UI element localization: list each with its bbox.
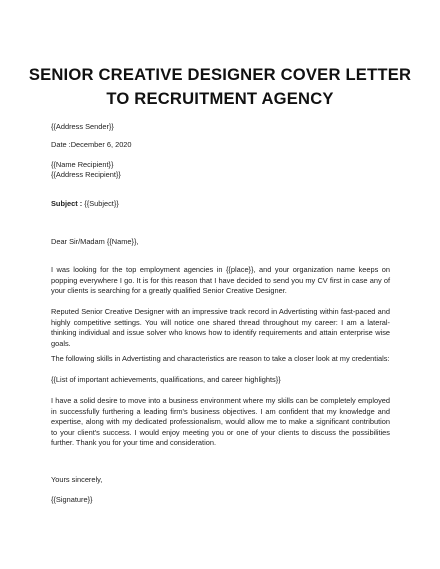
- subject-value: {{Subject}}: [82, 199, 119, 208]
- subject-label: Subject :: [51, 199, 83, 208]
- salutation: Dear Sir/Madam {{Name}},: [51, 237, 139, 246]
- closing: Yours sincerely,: [51, 475, 103, 484]
- letter-title-line-1: SENIOR CREATIVE DESIGNER COVER LETTER: [28, 65, 412, 84]
- address-sender: {{Address Sender}}: [51, 122, 114, 131]
- paragraph-closing-statement: I have a solid desire to move into a business environment where my skills can be completely employed in successfully furthering a leading firm's business objectives. I am confident that my knowledge and expertise, along with my dedicated professionalism, would allow me to make a significant contribution to your client's success. I would enjoy meeting you or one of your clients to discuss the possibilities further. Thank you for your time and consideration.: [51, 396, 390, 447]
- letter-title-line-2: TO RECRUITMENT AGENCY: [106, 89, 334, 108]
- subject-line: [51, 199, 119, 208]
- name-recipient: {{Name Recipient}}: [51, 160, 114, 169]
- paragraph-achievements: {{List of important achievements, qualifications, and career highlights}}: [51, 375, 281, 384]
- letter-date: Date :December 6, 2020: [51, 140, 132, 149]
- paragraph-experience: Reputed Senior Creative Designer with an impressive track record in Advertisting within fast-paced and highly competitive settings. You will notice one shared thread throughout my career: I am a lateral-thinking individual and issue solver who knows how to identify requirements and attain enterprise wise goals.: [51, 307, 390, 348]
- paragraph-skills-intro: The following skills in Advertisting and characteristics are reason to take a closer look at my credentials:: [51, 354, 390, 363]
- address-recipient: {{Address Recipient}}: [51, 170, 121, 179]
- signature: {{Signature}}: [51, 495, 93, 504]
- paragraph-intro: I was looking for the top employment agencies in {{place}}, and your organization name keeps on popping everywhere I go. It is for this reason that I have decided to send you my CV first in case any of your clients is searching for a greatly qualified Senior Creative Designer.: [51, 265, 390, 295]
